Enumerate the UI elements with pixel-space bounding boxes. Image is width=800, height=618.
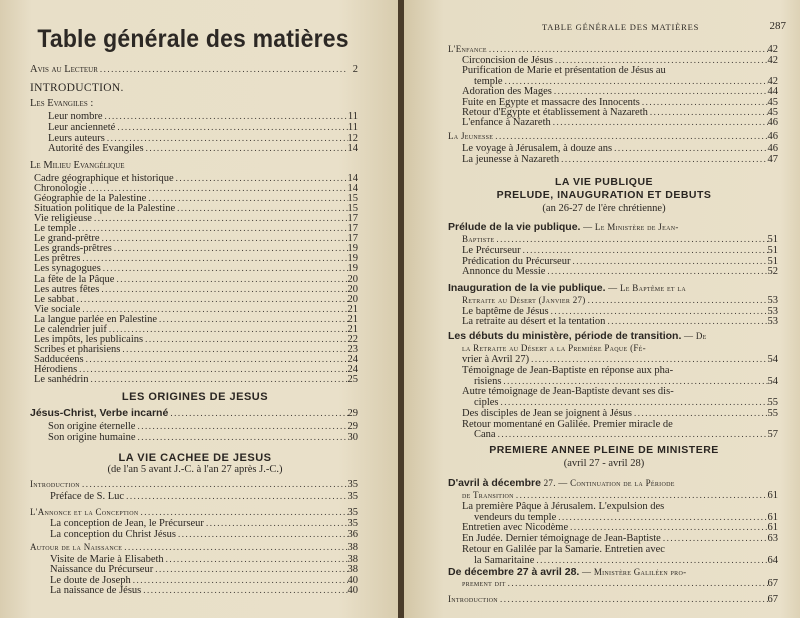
- toc-entry: [474, 76, 778, 87]
- toc-entry-label: Le grand-prêtre: [34, 233, 100, 245]
- toc-entry: [474, 376, 778, 387]
- toc-entry: [48, 432, 358, 443]
- toc-entry-page: 11: [347, 121, 358, 133]
- toc-entry-page: 57: [767, 429, 778, 441]
- toc-entry-page: 46: [767, 143, 778, 154]
- toc-entry-page: 19: [347, 253, 358, 265]
- leader-dots: [105, 133, 348, 144]
- leader-dots: [144, 143, 348, 154]
- toc-entry-page: 17: [347, 223, 358, 235]
- leader-dots: [648, 107, 768, 118]
- toc-entry-jeunesse: La Jeunesse ..... 46: [448, 131, 778, 142]
- toc-entry: [34, 374, 358, 385]
- toc-entry-page: 46: [767, 117, 778, 129]
- toc-entry-page: 21: [347, 323, 358, 335]
- leader-dots: [136, 432, 348, 443]
- toc-entry: [50, 529, 358, 540]
- debuts-line-2: la Retraite au Désert a la Première Paque (Fé-: [462, 343, 646, 353]
- inauguration-heading: Inauguration de la vie publique. — Le Baptême et la: [448, 282, 687, 294]
- toc-entry-enfance: L'Enfance ..... 42: [448, 44, 778, 55]
- vie-publique-dates: (an 26-27 de l'ère chrétienne): [542, 203, 666, 214]
- debuts-heading: Les débuts du ministère, période de transition. — De: [448, 330, 707, 342]
- toc-entry-label: Retour d'Egypte et établissement à Nazareth: [462, 107, 648, 118]
- toc-entry: [474, 512, 778, 523]
- toc-entry-label: Sadducéens: [34, 353, 84, 365]
- toc-entry-label: La jeunesse à Nazareth: [462, 153, 560, 165]
- toc-entry-label: Retour en Galilée par la Samarie. Entretien avec: [462, 543, 665, 555]
- toc-entry-label: Prédication du Précurseur: [462, 255, 571, 267]
- leader-dots: [496, 429, 768, 440]
- toc-entry-label: Les autres fêtes: [34, 283, 100, 295]
- toc-entry: [462, 501, 778, 512]
- toc-entry-label: Les grands-prêtres: [34, 243, 112, 255]
- toc-entry: [462, 86, 778, 97]
- prelude-heading: Prélude de la vie publique. — Le Ministère de Jean-: [448, 221, 679, 233]
- toc-entry-preface: Préface de S. Luc ..... 35: [50, 491, 358, 502]
- toc-entry-label: En Judée. Dernier témoignage de Jean-Baptiste: [462, 533, 661, 545]
- toc-entry-label: Le baptême de Jésus: [462, 306, 549, 317]
- toc-entry: [462, 245, 778, 256]
- leader-dots: [135, 421, 347, 432]
- toc-entry: [462, 386, 778, 397]
- leader-dots: [503, 76, 768, 87]
- toc-entry-label: Annonce du Messie: [462, 266, 546, 277]
- toc-entry-label: La conception du Christ Jésus: [50, 528, 176, 540]
- section-vie-cachee: LA VIE CACHEE DE JESUS: [118, 452, 272, 464]
- toc-entry-introduction-right: Introduction ..... 67: [448, 594, 778, 605]
- toc-entry-label: Leur ancienneté: [48, 121, 116, 133]
- leader-dots: [570, 256, 767, 267]
- toc-entry: [474, 397, 778, 408]
- toc-entry: [462, 256, 778, 267]
- toc-entry-label: risiens: [474, 375, 502, 387]
- toc-entry-label: Le doute de Joseph: [50, 574, 131, 586]
- toc-entry-label: Naissance du Précurseur: [50, 564, 154, 576]
- toc-entry-inauguration: Retraite au Désert (Janvier 27) ..... 53: [462, 295, 778, 306]
- toc-entry: [462, 266, 778, 277]
- toc-entry: [462, 143, 778, 154]
- toc-entry-label: Visite de Marie à Elisabeth: [50, 554, 164, 565]
- toc-entry: [462, 533, 778, 544]
- section-prelude-inauguration: PRELUDE, INAUGURATION ET DEBUTS: [496, 189, 712, 201]
- toc-entry-label: Cadre géographique et historique: [34, 173, 174, 184]
- toc-entry-label: La première Pâque à Jérusalem. L'expulsion des: [462, 501, 665, 512]
- toc-entry-page: 14: [347, 183, 358, 195]
- toc-entry-label: Adoration des Mages: [462, 86, 552, 98]
- toc-entry-label: la Samaritaine: [474, 554, 535, 566]
- toc-entry: [462, 117, 778, 128]
- toc-entry-page: 24: [347, 353, 358, 365]
- toc-entry-label: La retraite au désert et la tentation: [462, 316, 606, 328]
- toc-entry-page: 42: [767, 55, 778, 66]
- toc-entry-debuts: vrier à Avril 27) ..... 54: [462, 354, 778, 365]
- toc-entry-label: La naissance de Jésus: [50, 584, 142, 596]
- section-vie-publique: LA VIE PUBLIQUE: [554, 176, 654, 188]
- toc-entry-jesus-christ: Jésus-Christ, Verbe incarné ..... 29: [30, 408, 358, 419]
- toc-entry-page: 17: [347, 233, 358, 245]
- toc-entry-prelude: Baptiste ..... 51: [462, 234, 778, 245]
- toc-entry-label: Son origine éternelle: [48, 421, 136, 432]
- toc-entry-page: 17: [347, 213, 358, 225]
- toc-entry: [474, 429, 778, 440]
- toc-entry-page: 15: [347, 193, 358, 205]
- toc-entry: [462, 55, 778, 66]
- toc-entry-page: 52: [767, 266, 778, 277]
- toc-entry-page: 42: [767, 75, 778, 87]
- toc-entry-label: Des disciples de Jean se joignent à Jésus: [462, 407, 633, 419]
- toc-entry-page: 44: [767, 86, 778, 98]
- toc-entry-label: Les prêtres: [34, 253, 81, 265]
- toc-entry-label: Purification de Marie et présentation de Jésus au: [462, 65, 666, 77]
- toc-entry: [50, 585, 358, 596]
- toc-entry-label: La fête de la Pâque: [34, 273, 115, 285]
- toc-entry-avril: de Transition ..... 61: [462, 490, 778, 501]
- toc-entry-page: 22: [347, 333, 358, 345]
- toc-entry: [462, 316, 778, 327]
- leader-dots: [612, 143, 767, 154]
- toc-entry-label: Autre témoignage de Jean-Baptiste devant ses dis-: [462, 386, 674, 398]
- decembre-heading: De décembre 27 à avril 28. — Ministère Galiléen pro-: [448, 566, 687, 578]
- toc-entry-label: Leur nombre: [48, 111, 103, 122]
- toc-entry: [462, 419, 778, 430]
- toc-entry-introduction: Introduction ..... 35: [30, 479, 358, 490]
- toc-entry-label: Le temple: [34, 223, 77, 235]
- toc-entry-label: Son origine humaine: [48, 431, 136, 443]
- toc-entry-label: Autorité des Evangiles: [48, 143, 144, 155]
- section-introduction: INTRODUCTION.: [30, 82, 124, 94]
- toc-entry-page: 51: [767, 245, 778, 256]
- left-page: [0, 0, 398, 618]
- toc-entry-page: 53: [767, 316, 778, 328]
- toc-entry: [462, 154, 778, 165]
- leader-dots: [551, 117, 768, 128]
- toc-entry-page: 21: [347, 313, 358, 325]
- toc-entry-avis: Avis au Lecteur ..... 2: [30, 64, 358, 75]
- toc-entry: [48, 133, 358, 144]
- leader-dots: [103, 111, 348, 122]
- toc-entry-label: Scribes et pharisiens: [34, 343, 121, 355]
- leader-dots: [552, 86, 768, 97]
- toc-entry-page: 20: [347, 273, 358, 285]
- vie-cachee-dates: (de l'an 5 avant J.-C. à l'an 27 après J.-C.): [107, 464, 283, 475]
- leader-dots: [534, 555, 767, 566]
- toc-entry-label: Circoncision de Jésus: [462, 55, 553, 66]
- toc-entry-label: Fuite en Egypte et massacre des Innocents: [462, 96, 640, 108]
- toc-entry-label: Vie religieuse: [34, 213, 92, 225]
- toc-entry-page: 11: [347, 111, 358, 122]
- toc-entry-page: 64: [767, 554, 778, 566]
- leader-dots: [605, 316, 767, 327]
- leader-dots: [89, 374, 348, 385]
- toc-entry-label: Géographie de la Palestine: [34, 193, 147, 205]
- toc-entry-page: 47: [767, 153, 778, 165]
- toc-entry-page: 12: [347, 132, 358, 144]
- toc-entry-label: Hérodiens: [34, 363, 78, 375]
- toc-entry-page: 29: [347, 421, 358, 432]
- toc-entry-page: 45: [767, 107, 778, 118]
- toc-entry-page: 14: [347, 173, 358, 184]
- toc-entry-label: Chronologie: [34, 183, 87, 195]
- toc-entry-page: 63: [767, 533, 778, 545]
- section-milieu: Le Milieu Evangélique: [30, 160, 125, 171]
- toc-entry-label: Situation politique de la Palestine: [34, 203, 176, 215]
- toc-entry-label: Le sanhédrin: [34, 374, 89, 385]
- toc-entry-page: 54: [767, 375, 778, 387]
- leader-dots: [176, 529, 348, 540]
- toc-entry-page: 14: [347, 143, 358, 155]
- toc-entry-label: La langue parlée en Palestine: [34, 313, 158, 325]
- leader-dots: [115, 122, 348, 133]
- section-origines: LES ORIGINES DE JESUS: [121, 391, 269, 403]
- toc-entry-label: L'enfance à Nazareth: [462, 117, 551, 129]
- toc-entry-decembre: prement dit ..... 67: [462, 578, 778, 589]
- section-evangiles: Les Evangiles :: [30, 98, 94, 109]
- toc-entry-label: ciples: [474, 397, 499, 409]
- leader-dots: [559, 154, 767, 165]
- toc-entry-page: 15: [347, 203, 358, 215]
- toc-entry-page: 23: [347, 343, 358, 355]
- leader-dots: [568, 522, 767, 533]
- toc-entry-label: Le Précurseur: [462, 245, 521, 256]
- toc-entry-page: 55: [767, 407, 778, 419]
- toc-entry-page: 20: [347, 293, 358, 305]
- toc-entry-page: 25: [347, 374, 358, 385]
- leader-dots: [501, 376, 767, 387]
- toc-entry-label: La conception de Jean, le Précurseur: [50, 518, 204, 529]
- toc-entry-label: vendeurs du temple: [474, 511, 557, 523]
- leader-dots: [640, 97, 768, 108]
- toc-entry-naissance: Autour de la Naissance ..... 38: [30, 542, 358, 553]
- toc-entry-annonce: L'Annonce et la Conception ..... 35: [30, 507, 358, 518]
- toc-entry-label: Vie sociale: [34, 303, 81, 315]
- toc-entry-label: Retour momentané en Galilée. Premier miracle de: [462, 418, 673, 430]
- leader-dots: [521, 245, 768, 256]
- page-number: 287: [769, 20, 786, 32]
- toc-entry: [462, 365, 778, 376]
- toc-entry-page: 19: [347, 263, 358, 275]
- toc-entry-label: Les impôts, les publicains: [34, 333, 144, 345]
- toc-entry-page: 20: [347, 283, 358, 295]
- toc-entry-page: 61: [767, 522, 778, 534]
- toc-entry-label: Entretien avec Nicodème: [462, 522, 569, 534]
- toc-entry-page: 36: [347, 528, 358, 540]
- toc-entry-page: 51: [767, 255, 778, 267]
- toc-entry-page: 40: [347, 574, 358, 586]
- avril-heading: D'avril à décembre 27. — Continuation de la Période: [448, 477, 675, 489]
- toc-entry-page: 45: [767, 96, 778, 108]
- toc-entry-page: 40: [347, 584, 358, 596]
- toc-entry-page: 61: [767, 511, 778, 523]
- toc-entry-page: 24: [347, 363, 358, 375]
- toc-entry-page: 38: [347, 554, 358, 565]
- toc-entry-page: 38: [347, 564, 358, 576]
- toc-entry-label: Leurs auteurs: [48, 132, 105, 144]
- toc-entry: [462, 544, 778, 555]
- leader-dots: [545, 266, 767, 277]
- leader-dots: [499, 397, 768, 408]
- toc-entry-page: 19: [347, 243, 358, 255]
- toc-entry: [462, 65, 778, 76]
- right-page: [404, 0, 800, 618]
- toc-entry-page: 35: [347, 518, 358, 529]
- toc-entry: [462, 97, 778, 108]
- leader-dots: [556, 512, 767, 523]
- toc-entry-page: 21: [347, 303, 358, 315]
- toc-entry-page: 53: [767, 306, 778, 317]
- toc-entry: [462, 408, 778, 419]
- toc-entry: [50, 518, 358, 529]
- toc-entry-page: 30: [347, 431, 358, 443]
- toc-entry-label: temple: [474, 75, 503, 87]
- toc-entry-label: Le voyage à Jérusalem, à douze ans: [462, 143, 613, 154]
- toc-entry-page: 55: [767, 397, 778, 409]
- running-head: TABLE GÉNÉRALE DES MATIÈRES: [542, 22, 700, 32]
- toc-entry: [462, 522, 778, 533]
- leader-dots: [553, 55, 768, 66]
- leader-dots: [204, 518, 348, 529]
- leader-dots: [632, 408, 767, 419]
- toc-entry-label: Le sabbat: [34, 293, 75, 305]
- premiere-annee-dates: (avril 27 - avril 28): [563, 458, 645, 469]
- toc-entry: [48, 421, 358, 432]
- leader-dots: [141, 585, 347, 596]
- toc-entry: [48, 143, 358, 154]
- toc-entry: [474, 555, 778, 566]
- page-title: Table générale des matières: [37, 25, 349, 53]
- toc-entry-label: Les synagogues: [34, 263, 101, 275]
- toc-entry-label: Le calendrier juif: [34, 323, 107, 335]
- toc-entry-label: Témoignage de Jean-Baptiste en réponse aux pha-: [462, 365, 674, 376]
- toc-entry-label: Cana: [474, 429, 496, 441]
- leader-dots: [661, 533, 768, 544]
- section-premiere-annee: PREMIERE ANNEE PLEINE DE MINISTERE: [489, 444, 719, 456]
- toc-entry: [48, 122, 358, 133]
- toc-entry: [48, 111, 358, 122]
- toc-entry: [462, 107, 778, 118]
